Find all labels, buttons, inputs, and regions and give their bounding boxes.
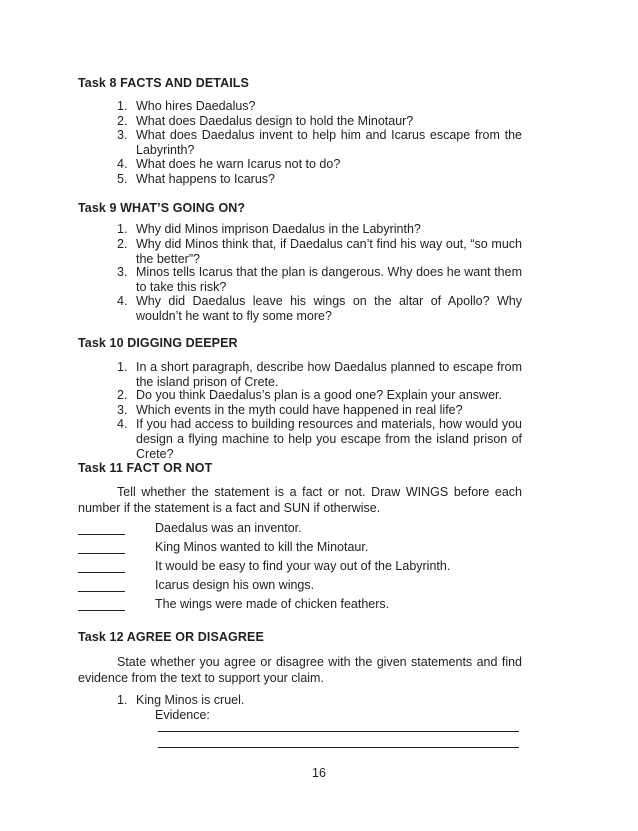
task11-heading: Task 11 FACT OR NOT <box>78 461 213 475</box>
answer-blank[interactable] <box>78 540 125 554</box>
item-text: What happens to Icarus? <box>136 172 275 186</box>
item-text: In a short paragraph, describe how Daedalus planned to escape from the island prison of Crete. <box>136 360 522 389</box>
item-number: 4. <box>117 417 128 431</box>
task9-item <box>117 265 522 295</box>
statement-text: Daedalus was an inventor. <box>155 521 302 535</box>
answer-blank[interactable] <box>78 597 125 611</box>
item-text: What does Daedalus design to hold the Minotaur? <box>136 114 414 128</box>
item-text: What does Daedalus invent to help him and Icarus escape from the Labyrinth? <box>136 128 522 157</box>
fact-statement-row <box>78 521 522 536</box>
answer-blank[interactable] <box>78 578 125 592</box>
item-number: 3. <box>117 128 128 142</box>
answer-blank[interactable] <box>78 559 125 573</box>
item-text: Minos tells Icarus that the plan is dangerous. Why does he want them to take this risk? <box>136 265 522 294</box>
item-number: 1. <box>117 222 128 236</box>
item-number: 4. <box>117 157 128 171</box>
item-number: 4. <box>117 294 128 308</box>
task12-item-number: 1. <box>117 693 128 707</box>
item-text: Who hires Daedalus? <box>136 99 256 113</box>
task12-item-text: King Minos is cruel. <box>136 693 245 707</box>
task10-item <box>117 360 522 390</box>
item-number: 1. <box>117 99 128 113</box>
item-text: Which events in the myth could have happened in real life? <box>136 403 463 417</box>
task9-item <box>117 222 522 237</box>
task8-heading: Task 8 FACTS AND DETAILS <box>78 76 249 90</box>
item-text: Do you think Daedalus’s plan is a good one? Explain your answer. <box>136 388 502 402</box>
statement-text: King Minos wanted to kill the Minotaur. <box>155 540 369 554</box>
statement-text: The wings were made of chicken feathers. <box>155 597 390 611</box>
item-number: 3. <box>117 403 128 417</box>
task10-heading: Task 10 DIGGING DEEPER <box>78 336 238 350</box>
task9-item <box>117 294 522 324</box>
fact-statement-row <box>78 578 522 593</box>
task10-item <box>117 388 522 403</box>
answer-blank[interactable] <box>78 521 125 535</box>
item-text: What does he warn Icarus not to do? <box>136 157 341 171</box>
task8-item <box>117 128 522 158</box>
task9-heading: Task 9 WHAT’S GOING ON? <box>78 201 246 215</box>
task10-item <box>117 417 522 462</box>
task12-instruction: State whether you agree or disagree with the given statements and find evidence from the text to support your claim. <box>78 655 522 685</box>
task10-item <box>117 403 522 418</box>
item-text: Why did Minos imprison Daedalus in the Labyrinth? <box>136 222 421 236</box>
item-number: 2. <box>117 237 128 251</box>
item-number: 5. <box>117 172 128 186</box>
item-number: 2. <box>117 388 128 402</box>
fact-statement-row <box>78 597 522 612</box>
task8-item <box>117 114 522 129</box>
task8-item <box>117 172 522 187</box>
item-number: 2. <box>117 114 128 128</box>
evidence-answer-line[interactable] <box>158 731 519 732</box>
task9-item <box>117 237 522 267</box>
fact-statement-row <box>78 540 522 555</box>
task11-instruction: Tell whether the statement is a fact or not. Draw WINGS before each number if the statement is a fact and SUN if otherwise. <box>78 485 522 515</box>
evidence-label: Evidence: <box>155 708 210 722</box>
item-number: 3. <box>117 265 128 279</box>
task8-item <box>117 99 522 114</box>
item-text: Why did Minos think that, if Daedalus can’t find his way out, “so much the better”? <box>136 237 522 266</box>
task8-item <box>117 157 522 172</box>
evidence-answer-line[interactable] <box>158 747 519 748</box>
item-text: Why did Daedalus leave his wings on the altar of Apollo? Why wouldn’t he want to fly some more? <box>136 294 522 323</box>
item-text: If you had access to building resources and materials, how would you design a flying machine to help you escape from the island prison of Crete? <box>136 417 522 461</box>
statement-text: It would be easy to find your way out of the Labyrinth. <box>155 559 451 573</box>
fact-statement-row <box>78 559 522 574</box>
page-number: 16 <box>312 766 326 780</box>
item-number: 1. <box>117 360 128 374</box>
statement-text: Icarus design his own wings. <box>155 578 315 592</box>
task12-heading: Task 12 AGREE OR DISAGREE <box>78 630 264 644</box>
